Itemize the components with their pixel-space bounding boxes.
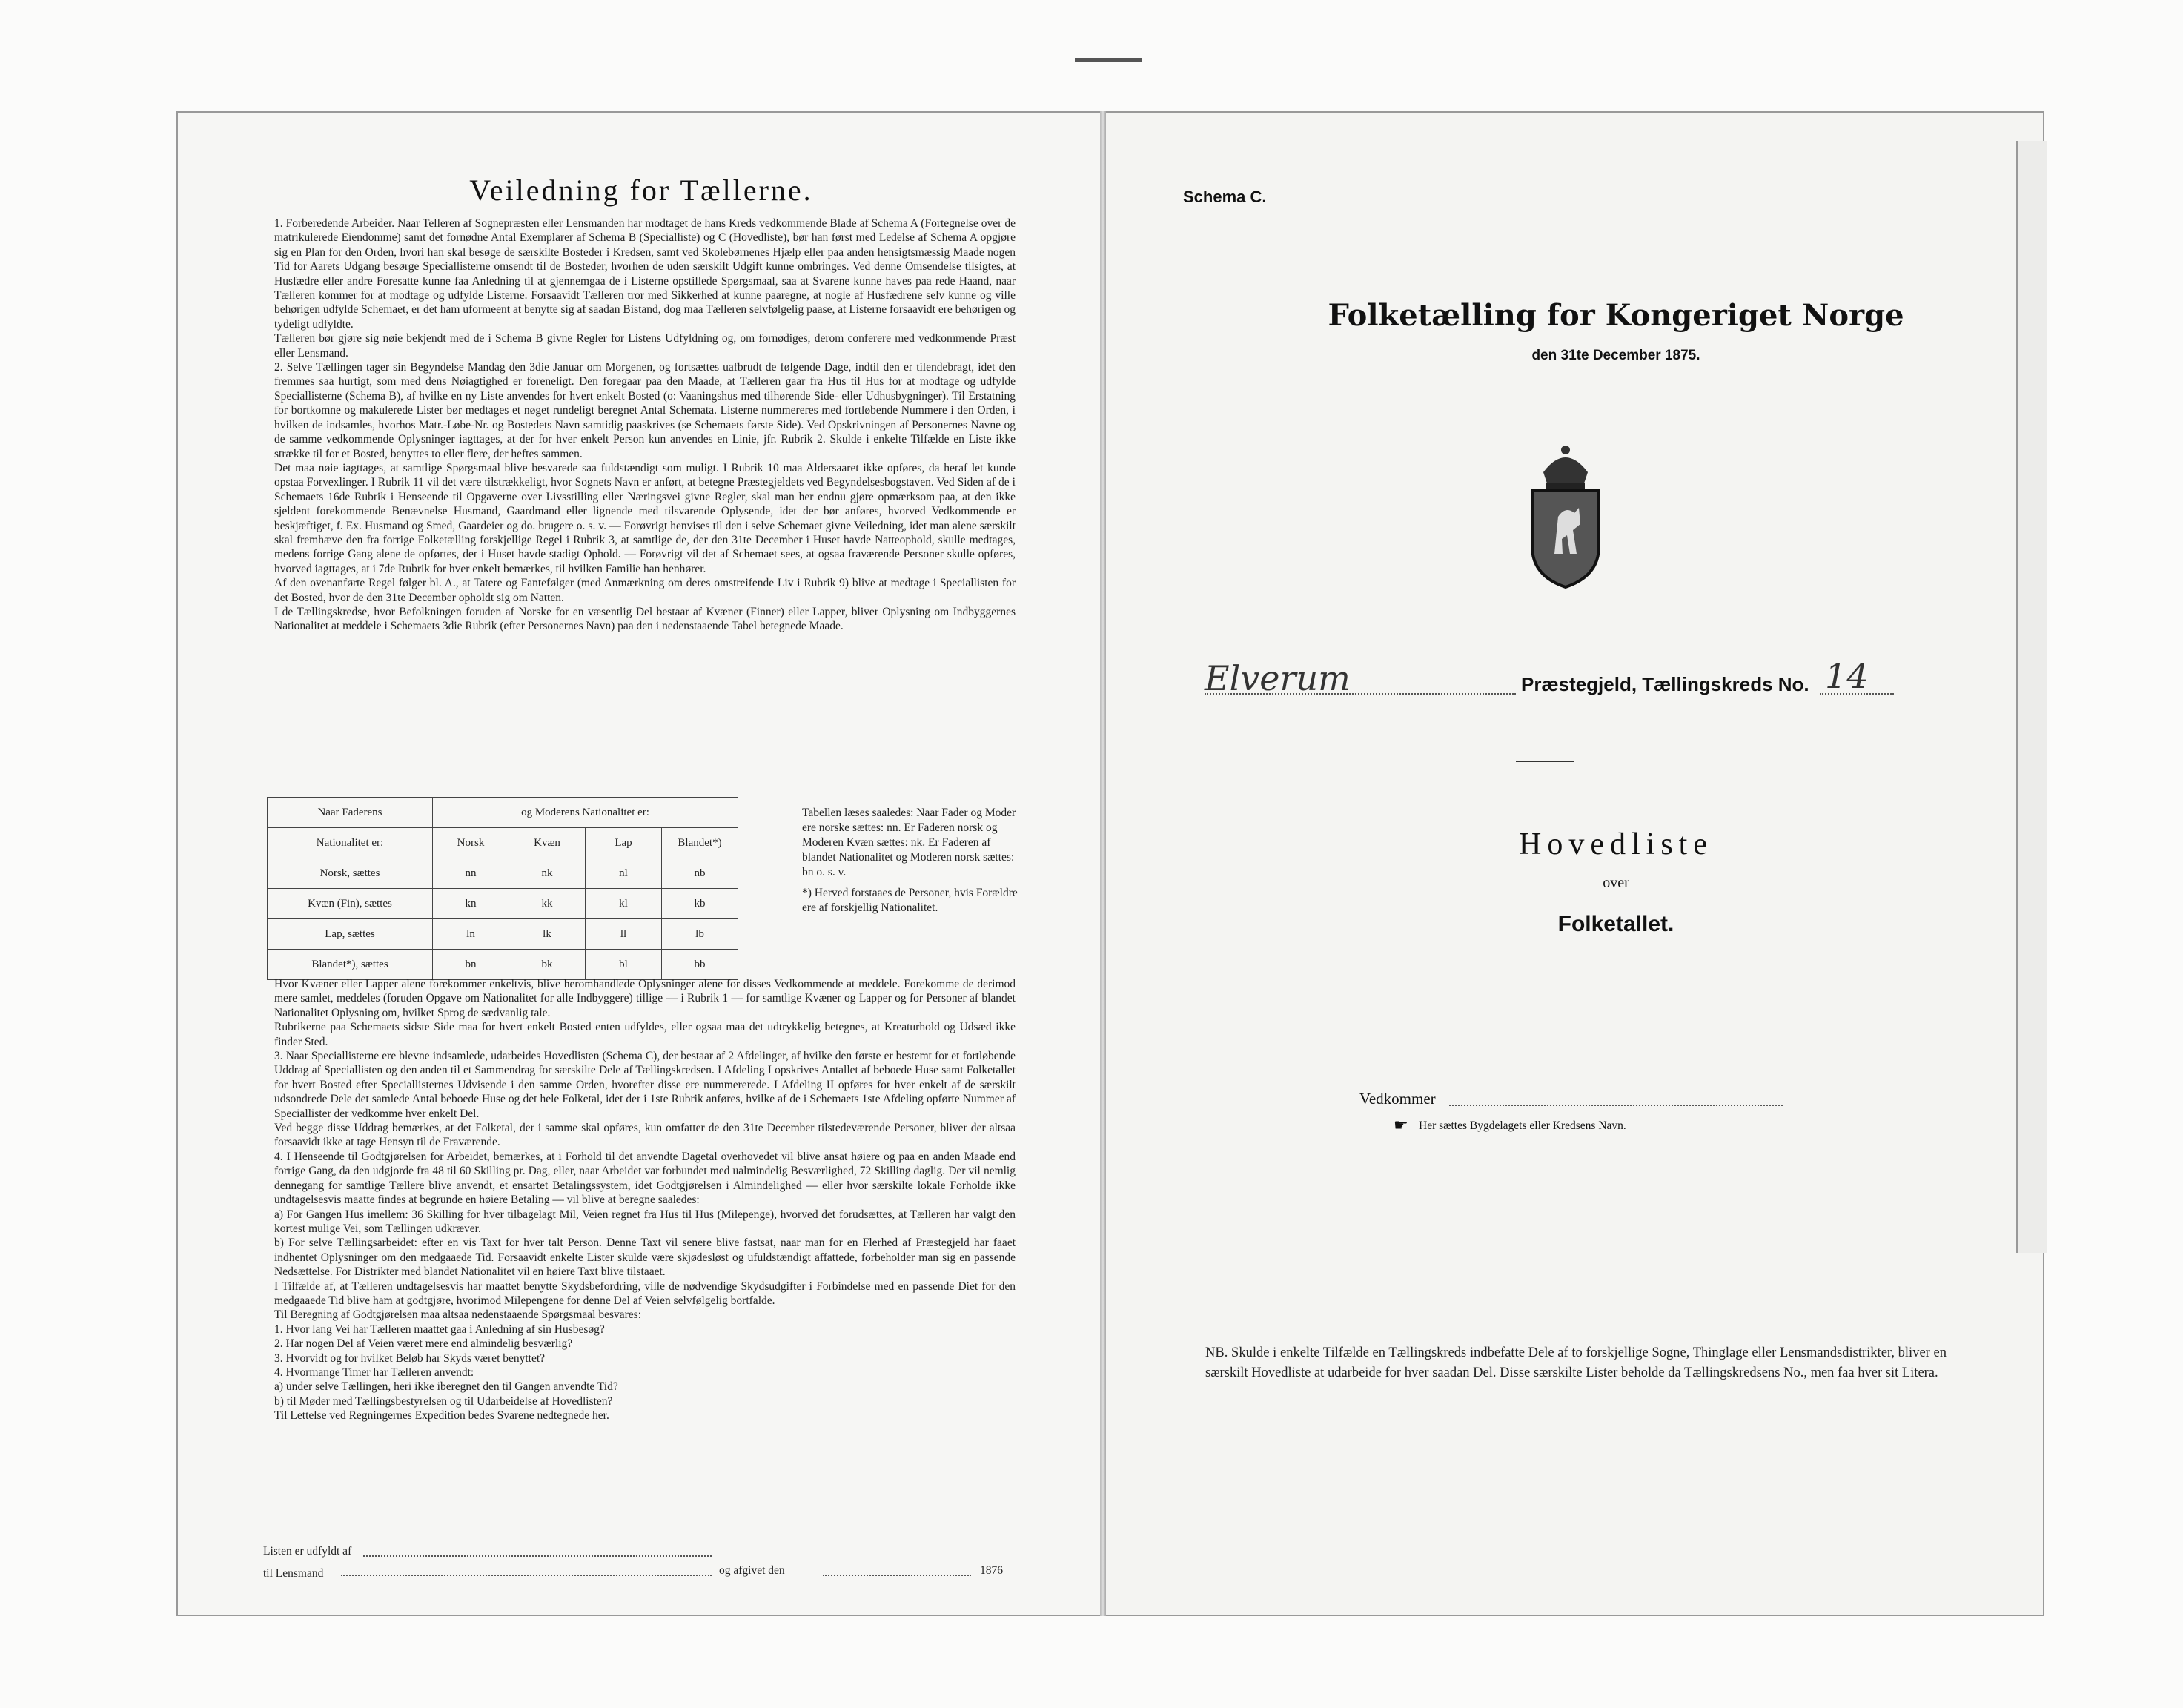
footer-dotline <box>341 1575 712 1576</box>
instructions-part-2 <box>274 977 1016 1586</box>
top-mark <box>1075 58 1142 62</box>
table-cell: ln <box>433 919 509 950</box>
table-cell: bk <box>509 950 586 980</box>
table-col: Norsk <box>433 828 509 858</box>
parish-dotline <box>1205 693 1516 695</box>
folketallet-label: Folketallet. <box>1557 912 1674 936</box>
table-cell: lb <box>662 919 738 950</box>
table-side-note: Tabellen læses saaledes: Naar Fader og Moder ere norske sættes: nn. Er Faderen norsk og Moderen Kvæn sættes: nk. Er Faderen af blandet Nationalitet og Moderen norsk sættes: bn o. s. v. <box>802 807 1016 878</box>
table-col: Kvæn <box>509 828 586 858</box>
table-row <box>268 950 738 980</box>
vedkommer-dotline <box>1449 1105 1783 1106</box>
right-page <box>1103 111 2044 1616</box>
date-line: den 31te December 1875. <box>1531 348 1700 363</box>
table-cell: kn <box>433 889 509 919</box>
table-cell: nl <box>586 858 662 889</box>
paragraph: I de Tællingskredse, hvor Befolkningen foruden af Norske for en væsentlig Del bestaar af Kvæner (Finner) eller Lapper, bliver Oplysning om Indbyggernes Nationalitet at meddele i Schemaets 3die Rubrik (efter Personernes Navn) paa den i nedenstaaende Tabel betegnede Maade. <box>274 605 1016 633</box>
paragraph: Rubrikerne paa Schemaets sidste Side maa for hvert enkelt Bosted enten udfyldes, eller ogsaa maa det udtrykkelig betegnes, at Kreaturhold og Udsæd ikke finder Sted. <box>274 1021 1016 1048</box>
table-cell: kb <box>662 889 738 919</box>
paragraph: Det maa nøie iagttages, at samtlige Spørgsmaal blive besvarede saa fuldstændigt som muligt. I Rubrik 10 maa Aldersaaret ikke opføres, da heraf let kunde opstaa Forvexlinger. I Rubrik 11 vil det være tilstrækkeligt, hvor Sognets Navn er anført, at betegne Præstegjeldets ved Begyndelsesbogstaven. Ved Siden af de i Schemaets 16de Rubrik i Henseende til Opgaverne over Livsstilling eller Næringsvei givne Regler, skal man her endnu gjøre opmærksom paa, at den ikke sjeldent forekommende Benævnelse Husmand, Gaardmand eller lignende med tilsvarende Oplysende, idet der bør anføres, hvorved Vedkommende er beskjæftiget, f. Ex. Husmand og Smed, Gaardeier og do. brugere o. s. v. — Forøvrigt henvises til den i selve Schemaet givne Veiledning, idet man alene særskilt skal fremhæve den fra forrige Folketælling forskjellige Regel i Rubrik 3, at samtlige de, der den 31te December i Huset havde Natteophold, skulle medtages, medens forrige Gang alene de opførtes, der i Huset havde stadigt Ophold. — Forøvrigt vil det af Schemaet sees, at ogsaa fraværende Personer skulle opføres, hvorved iagttages, at i 7de Rubrik for hver enkelt bemærkes, til hvilken Familie han henhører. <box>274 461 1016 575</box>
handwritten-parish: Elverum <box>1205 658 1351 698</box>
row-label: Norsk, sættes <box>268 858 433 889</box>
list-title: Hovedliste <box>1519 827 1713 861</box>
table-row <box>268 858 738 889</box>
paragraph: 2. Selve Tællingen tager sin Begyndelse Mandag den 3die Januar om Morgenen, og fortsættes uafbrudt de følgende Dage, indtil den er tilendebragt, idet den fremmes saa hurtigt, som med dens Nøiagtighed er foreneligt. Den foregaar paa den Maade, at Tælleren gaar fra Hus til Hus for at modtage og udfylde Speciallisterne (Schema B), af hvilke en ny Liste anvendes for hvert enkelt Bosted (o: Vaaningshus med tilhørende Side- eller Udhusbygninger). Til Erstatning for bortkomne og makulerede Lister bør medtages et nøget rundeligt beregnet Antal Schemata. Listerne nummereres med fortløbende Nummere i den Orden, i hvilken de indsamles, hvorhos Matr.-Løbe-Nr. og Bostedets Navn samtidig paaskrives (se Schemaets første Side). Ved Opskrivningen af Personernes Navne og de samme vedkommende Oplysninger iagttages, at der for hver enkelt Person kun anvendes en Linie, jfr. Rubrik 2. Skulde i enkelte Tilfælde en Liste ikke strække til for et Bosted, benyttes to eller flere, der heftes sammen. <box>274 361 1016 460</box>
page-spine <box>1100 111 1106 1616</box>
paragraph: Tælleren bør gjøre sig nøie bekjendt med de i Schema B givne Regler for Listens Udfyldning og, om fornødiges, derom conferere med vedkommende Præst eller Lensmand. <box>274 332 1016 360</box>
hand-note: Her sættes Bygdelagets eller Kredsens Navn. <box>1419 1119 1626 1132</box>
paragraph: Af den ovenanførte Regel følger bl. A., at Tatere og Fantefølger (med Anmærkning om deres omstreifende Liv i Rubrik 9) blive at medtage i Speciallisten for det Bosted, hvor de den 31te December opholdt sig om Natten. <box>274 577 1016 604</box>
footer-lensmand: til Lensmand <box>263 1567 324 1580</box>
paragraph: 4. I Henseende til Godtgjørelsen for Arbeidet, bemærkes, at i Forhold til det anvendte Dagetal overhovedet vil blive ansat høiere og paa en anden Maade end forrige Gang, da den udgjorde fra 48 til 60 Skilling pr. Dag, eller, naar Arbeidet var forbundet med ualmindelig Besværlighed, 72 Skilling daglig. Der vil nemlig dennegang for samtlige Tællere blive anvendt, et ensartet Betalingssystem, idet Godtgjørelsen i Almindelighed — eller hvor særskilte lokale Forholde ikke undtagelsesvis maatte findes at begrunde en høiere Betaling — vil blive at beregne saaledes: <box>274 1150 1016 1207</box>
table-row <box>268 919 738 950</box>
footer-filled-by: Listen er udfyldt af <box>263 1545 352 1558</box>
divider <box>1516 761 1574 762</box>
table-row <box>268 889 738 919</box>
table-cell: bl <box>586 950 662 980</box>
table-cell: ll <box>586 919 662 950</box>
instructions-part-1 <box>274 216 1016 787</box>
paragraph: a) For Gangen Hus imellem: 36 Skilling for hver tilbagelagt Mil, Veien regnet fra Hus til Hus (Milepenge), hvorved det forudsættes, at Tælleren har valgt den kortest mulige Vei, som Tællingen udkræver. <box>274 1208 1016 1235</box>
parish-suffix: Præstegjeld, Tællingskreds No. <box>1521 673 1809 695</box>
table-cell: nn <box>433 858 509 889</box>
table-cell: nk <box>509 858 586 889</box>
question: a) under selve Tællingen, heri ikke iberegnet den til Gangen anvendte Tid? <box>274 1380 618 1394</box>
question: 1. Hvor lang Vei har Tælleren maattet gaa i Anledning af sin Husbesøg? <box>274 1323 605 1336</box>
table-header-father-sub: Nationalitet er: <box>268 828 433 858</box>
vedkommer-label: Vedkommer <box>1359 1090 1436 1108</box>
paragraph: 3. Naar Speciallisterne ere blevne indsamlede, udarbeides Hovedlisten (Schema C), der bestaar af 2 Afdelinger, af hvilke den første er bestemt for et fortløbende Uddrag af Speciallisten og den anden til et Sammendrag for særskilte Dele af Tællingskredsen. I Afdeling I opskrives Antallet af beboede Huse samt Folketallet for hvert Bosted efter Speciallisternes Udvisende i den samme Orden, hvorefter disse ere nummererede. I Afdeling II opføres for hver enkelt af de særskilt udsondrede Dele det samlede Antal beboede Huse og det hele Folketal, idet der i 1ste Rubrik anføres, hvilke af de i Schemaets 1ste Afdeling opførte Nummer af Speciallister der vedkomme hver enkelt Del. <box>274 1050 1016 1120</box>
nationality-table <box>267 797 738 980</box>
table-header-mother: og Moderens Nationalitet er: <box>433 798 738 828</box>
table-cell: nb <box>662 858 738 889</box>
question: 3. Hvorvidt og for hvilket Beløb har Skyds været benyttet? <box>274 1351 546 1365</box>
table-header-father: Naar Faderens <box>268 798 433 828</box>
over-label: over <box>1603 875 1629 891</box>
left-page-title: Veiledning for Tællerne. <box>469 173 813 207</box>
question: 4. Hvormange Timer har Tælleren anvendt: <box>274 1366 474 1379</box>
paragraph: Til Beregning af Godtgjørelsen maa altsaa nedenstaaende Spørgsmaal besvares: <box>274 1308 642 1322</box>
nationality-table-wrap <box>267 797 738 980</box>
row-label: Lap, sættes <box>268 919 433 950</box>
table-side-notes <box>802 806 1024 916</box>
table-footnote: *) Herved forstaaes de Personer, hvis Forældre ere af forskjellig Nationalitet. <box>802 887 1018 914</box>
nb-note: NB. Skulde i enkelte Tilfælde en Tællingskreds indbefatte Dele af to forskjellige Sogne, Thinglage eller Lensmandsdistrikter, bliver en særskilt Hovedliste at udarbeide for hver saadan Del. Disse særskilte Lister beholde da Tællingskredsens No., men faa hver sit Litera. <box>1205 1345 1947 1380</box>
footer-submitted: og afgivet den <box>719 1564 785 1577</box>
row-label: Kvæn (Fin), sættes <box>268 889 433 919</box>
table-col: Lap <box>586 828 662 858</box>
question: b) til Møder med Tællingsbestyrelsen og til Udarbeidelse af Hovedlisten? <box>274 1394 613 1408</box>
schema-label: Schema C. <box>1183 188 1267 206</box>
table-cell: kk <box>509 889 586 919</box>
number-dotline <box>1820 693 1894 695</box>
table-col: Blandet*) <box>662 828 738 858</box>
paragraph: Hvor Kvæner eller Lapper alene forekommer enkeltvis, blive heromhandlede Oplysninger alene for disses Vedkommende at meddele. Forekomme de derimod mere samlet, meddeles (foruden Opgave om Nationalitet for alle Indbyggere) tillige — i Rubrik 1 — for samtlige Kvæner og Lapper og for Personer af blandet Nationalitet Oplysning om, hvilket Sprog de sædvanlig tale. <box>274 978 1016 1019</box>
main-title: Folketælling for Kongeriget Norge <box>1328 298 1904 333</box>
paragraph: Ved begge disse Uddrag bemærkes, at det Folketal, der i samme skal opføres, kun omfatter de den 31te December tilstedeværende Personer, bliver der altsaa forsaavidt ikke at tage Hensyn til de Fraværende. <box>274 1122 1016 1149</box>
table-cell: bb <box>662 950 738 980</box>
page-corner-fold <box>2016 141 2047 1253</box>
table-cell: bn <box>433 950 509 980</box>
paragraph: 1. Forberedende Arbeider. Naar Telleren af Sognepræsten eller Lensmanden har modtaget de hans Kreds vedkommende Blade af Schema A (Fortegnelse over de matrikulerede Eiendomme) samt det fornødne Antal Exemplarer af Schema B (Specialliste) og C (Hovedliste), bør han først med Ledelse af Schema A opgjøre sig en Plan for den Orden, hvori han skal besøge de særskilte Bosteder i Kredsen, samt ved Skolebørnenes Hjælp eller paa anden hensigtsmæssig Maade nogen Tid for Aarets Udgang besørge Speciallisterne omsendt til de Bosteder, hvorhen de uden særskilt Udgift kunne ombringes. Ved denne Omsendelse tilsigtes, at Husfædre eller andre Foresatte kunne faa Anledning til at gjennemgaa de i Listerne opstillede Spørgsmaal, saa at Svarene kunne haves paa rede Haand, naar Tælleren kommer for at modtage og udfylde Listerne. Forsaavidt Tælleren tror med Sikkerhed at kunne paaregne, at nogle af Husfædrene selv kunne og ville behørigen udfylde Schemaet, er det ham uformeent at benytte sig af saadan Bistand, dog maa Tælleren selvfølgelig paase, at Listerne forsaavidt ere behørigen og tydeligt udfyldte. <box>274 217 1016 331</box>
paragraph: b) For selve Tællingsarbeidet: efter en vis Taxt for hver talt Person. Denne Taxt vil senere blive fastsat, naar man for en Flerhed af Præstegjeld har faaet indhentet Oplysninger om den medgaaede Tid. Forsaavidt enkelte Lister skulde være skjødesløst og ufuldstændigt affattede, forbeholder man sig en passende Nedsættelse. For Distrikter med blandet Nationalitet vil en høiere Taxt blive tilstaaet. <box>274 1237 1016 1279</box>
footer-year: 1876 <box>980 1564 1003 1577</box>
footer-dotline <box>363 1555 712 1557</box>
table-cell: lk <box>509 919 586 950</box>
row-label: Blandet*), sættes <box>268 950 433 980</box>
paragraph: Til Lettelse ved Regningernes Expedition bedes Svarene nedtegnede her. <box>274 1409 609 1423</box>
question: 2. Har nogen Del af Veien været mere end almindelig besværlig? <box>274 1337 573 1351</box>
handwritten-district-number: 14 <box>1825 656 1869 696</box>
coat-of-arms-emblem <box>1521 443 1610 591</box>
pointing-hand-icon: ☛ <box>1394 1116 1408 1134</box>
footer-dotline <box>823 1575 971 1576</box>
paragraph: I Tilfælde af, at Tælleren undtagelsesvis har maattet benytte Skydsbefordring, ville de nødvendige Skydsudgifter i Forbindelse med en passende Diet for den medgaaede Tid blive ham at godtgjøre, hvorimod Milepengene for denne Del af Veien selvfølgelig bortfalde. <box>274 1280 1016 1307</box>
table-cell: kl <box>586 889 662 919</box>
